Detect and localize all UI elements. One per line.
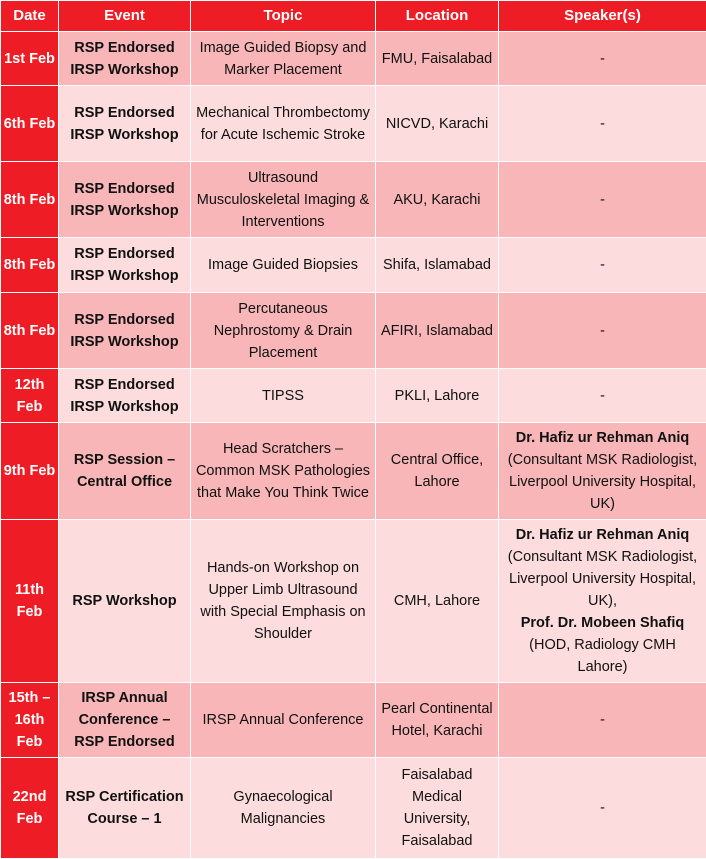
table-row (1, 683, 706, 758)
date-cell: 6th Feb (1, 86, 59, 162)
date-cell: 1st Feb (1, 32, 59, 86)
date-cell: 8th Feb (1, 293, 59, 369)
date-cell: 15th – 16th Feb (1, 683, 59, 758)
event-cell: RSP Endorsed IRSP Workshop (59, 293, 191, 369)
date-cell: 8th Feb (1, 238, 59, 293)
speaker-cell: - (499, 162, 706, 238)
speaker-cell: - (499, 758, 706, 859)
table-row (1, 32, 706, 86)
speaker-cell: - (499, 683, 706, 758)
speaker-affiliation: (Consultant MSK Radiologist, Liverpool University Hospital, UK), (503, 546, 702, 612)
speaker-name: Dr. Hafiz ur Rehman Aniq (503, 524, 702, 546)
topic-cell: TIPSS (191, 369, 376, 423)
location-cell: FMU, Faisalabad (376, 32, 499, 86)
date-cell: 8th Feb (1, 162, 59, 238)
location-cell: PKLI, Lahore (376, 369, 499, 423)
table-row (1, 520, 706, 683)
location-cell: NICVD, Karachi (376, 86, 499, 162)
speaker-name: Prof. Dr. Mobeen Shafiq (503, 612, 702, 634)
speaker-affiliation: (HOD, Radiology CMH Lahore) (503, 634, 702, 678)
location-cell: Central Office, Lahore (376, 423, 499, 520)
topic-cell: Ultrasound Musculoskeletal Imaging & Interventions (191, 162, 376, 238)
event-cell: RSP Endorsed IRSP Workshop (59, 238, 191, 293)
topic-cell: Head Scratchers – Common MSK Pathologies that Make You Think Twice (191, 423, 376, 520)
table-row (1, 86, 706, 162)
event-cell: RSP Certification Course – 1 (59, 758, 191, 859)
table-row (1, 758, 706, 859)
topic-cell: Gynaecological Malignancies (191, 758, 376, 859)
speaker-cell (499, 520, 706, 683)
topic-cell: Hands-on Workshop on Upper Limb Ultrasound with Special Emphasis on Shoulder (191, 520, 376, 683)
table-row (1, 162, 706, 238)
speaker-affiliation: (Consultant MSK Radiologist, Liverpool University Hospital, UK) (503, 449, 702, 515)
location-cell: Shifa, Islamabad (376, 238, 499, 293)
speaker-cell: - (499, 369, 706, 423)
table-row (1, 423, 706, 520)
topic-cell: Image Guided Biopsy and Marker Placement (191, 32, 376, 86)
event-cell: RSP Workshop (59, 520, 191, 683)
topic-cell: Mechanical Thrombectomy for Acute Ischemic Stroke (191, 86, 376, 162)
date-cell: 22nd Feb (1, 758, 59, 859)
event-cell: RSP Session – Central Office (59, 423, 191, 520)
speaker-cell (499, 423, 706, 520)
header-row (1, 1, 706, 32)
header-location: Location (376, 1, 499, 32)
header-speakers: Speaker(s) (499, 1, 706, 32)
topic-cell: IRSP Annual Conference (191, 683, 376, 758)
topic-cell: Percutaneous Nephrostomy & Drain Placement (191, 293, 376, 369)
event-cell: RSP Endorsed IRSP Workshop (59, 162, 191, 238)
event-cell: RSP Endorsed IRSP Workshop (59, 86, 191, 162)
speaker-cell: - (499, 238, 706, 293)
speaker-cell: - (499, 293, 706, 369)
location-cell: CMH, Lahore (376, 520, 499, 683)
location-cell: Faisalabad Medical University, Faisalabad (376, 758, 499, 859)
event-cell: RSP Endorsed IRSP Workshop (59, 369, 191, 423)
event-cell: IRSP Annual Conference – RSP Endorsed (59, 683, 191, 758)
date-cell: 12th Feb (1, 369, 59, 423)
date-cell: 9th Feb (1, 423, 59, 520)
header-date: Date (1, 1, 59, 32)
header-topic: Topic (191, 1, 376, 32)
speaker-name: Dr. Hafiz ur Rehman Aniq (503, 427, 702, 449)
speaker-cell: - (499, 86, 706, 162)
table-row (1, 293, 706, 369)
header-event: Event (59, 1, 191, 32)
location-cell: AFIRI, Islamabad (376, 293, 499, 369)
date-cell: 11th Feb (1, 520, 59, 683)
location-cell: Pearl Continental Hotel, Karachi (376, 683, 499, 758)
topic-cell: Image Guided Biopsies (191, 238, 376, 293)
speaker-cell: - (499, 32, 706, 86)
location-cell: AKU, Karachi (376, 162, 499, 238)
table-row (1, 238, 706, 293)
event-cell: RSP Endorsed IRSP Workshop (59, 32, 191, 86)
table-row (1, 369, 706, 423)
